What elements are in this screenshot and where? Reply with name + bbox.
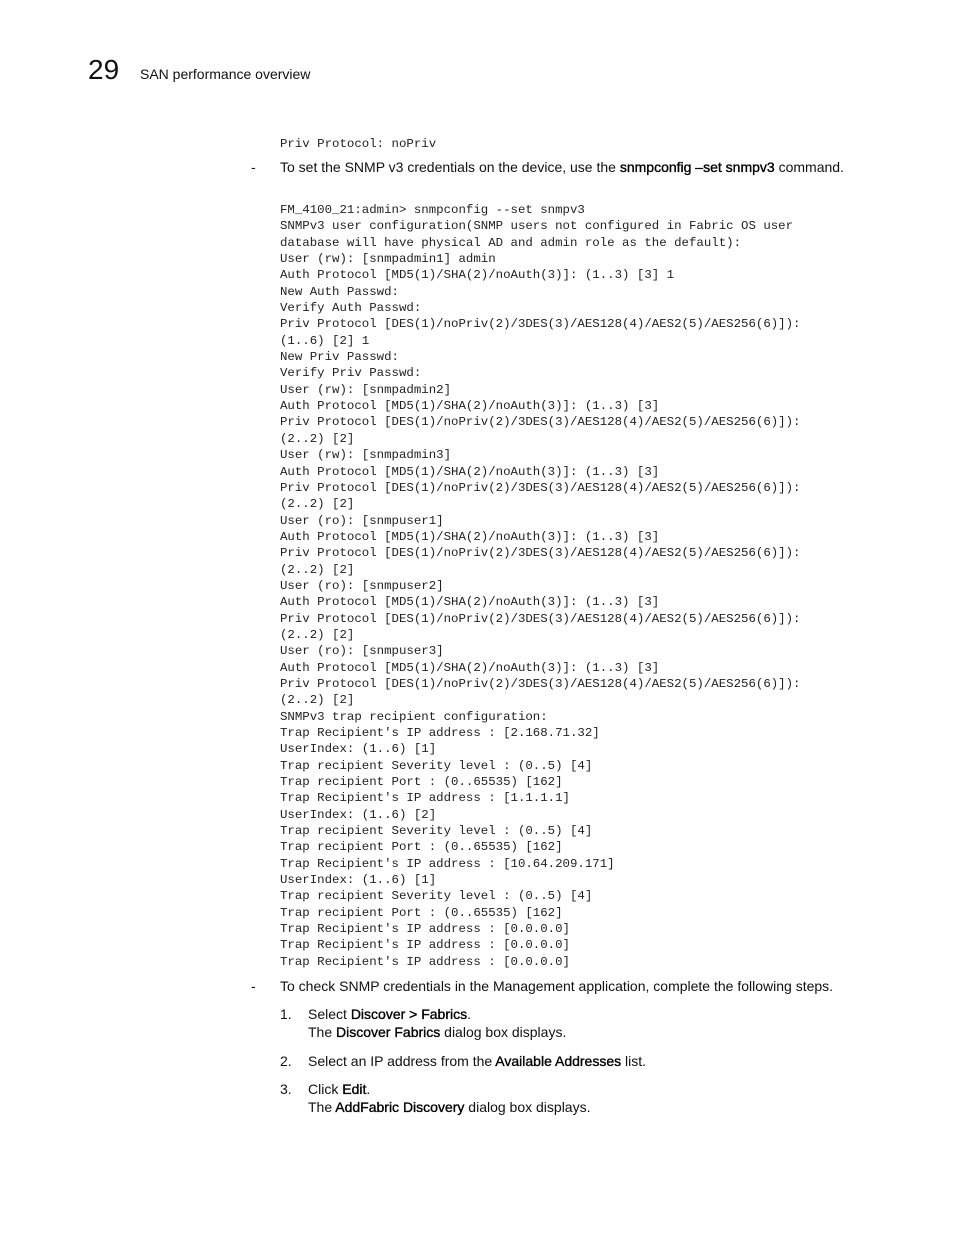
- list-name: Available Addresses: [495, 1053, 622, 1069]
- step-text: .: [467, 1006, 472, 1022]
- step-text: Click: [308, 1081, 343, 1097]
- step-text: .: [366, 1081, 371, 1097]
- bullet-check-credentials: [251, 977, 861, 995]
- step-text: Select: [308, 1006, 351, 1022]
- step-3: [280, 1080, 880, 1116]
- step-1: [280, 1005, 880, 1041]
- step-body: [308, 1052, 880, 1070]
- step-number: 3.: [280, 1081, 292, 1097]
- step-text: dialog box displays.: [464, 1099, 591, 1115]
- step-text: dialog box displays.: [440, 1024, 567, 1040]
- step-body: [308, 1080, 880, 1116]
- step-body: [308, 1005, 880, 1041]
- chapter-number: 29: [88, 54, 120, 85]
- step-text: The: [308, 1024, 337, 1040]
- button-name: Edit: [342, 1081, 367, 1097]
- code-block-priv-protocol: Priv Protocol: noPriv: [280, 137, 437, 151]
- chapter-title: SAN performance overview: [140, 66, 311, 82]
- step-text: Select an IP address from the: [308, 1053, 496, 1069]
- step-number: 2.: [280, 1053, 292, 1069]
- step-number: 1.: [280, 1006, 292, 1022]
- bullet-dash: -: [251, 978, 256, 994]
- menu-path: Discover > Fabrics: [350, 1006, 468, 1022]
- bullet-set-snmpv3: [251, 158, 861, 176]
- step-text: The: [308, 1099, 336, 1115]
- bullet-text: To check SNMP credentials in the Management application, complete the following steps.: [280, 978, 834, 994]
- command-name: snmpconfig –set snmpv3: [619, 159, 775, 175]
- step-text: list.: [621, 1053, 647, 1069]
- code-block-snmpconfig: FM_4100_21:admin> snmpconfig --set snmpv3 SNMPv3 user configuration(SNMP users not configured in Fabric OS user database will have physical AD and admin role as the default): User (rw): [snmpadmin1] admin Auth Protocol [MD5(1)/SHA(2)/noAuth(3)]: (1..3) [3] 1 New Auth Passwd: Verify Auth Passwd: Priv Protocol [DES(1)/noPriv(2)/3DES(3)/AES128(4)/AES2(5)/AES256(6)]): (1..6) [2] 1 New Priv Passwd: Verify Priv Passwd: User (rw): [snmpadmin2] Auth Protocol [MD5(1)/SHA(2)/noAuth(3)]: (1..3) [3] Priv Protocol [DES(1)/noPriv(2)/3DES(3)/AES128(4)/AES2(5)/AES256(6)]): (2..2) [2] User (rw): [snmpadmin3] Auth Protocol [MD5(1)/SHA(2)/noAuth(3)]: (1..3) [3] Priv Protocol [DES(1)/noPriv(2)/3DES(3)/AES128(4)/AES2(5)/AES256(6)]): (2..2) [2] User (ro): [snmpuser1] Auth Protocol [MD5(1)/SHA(2)/noAuth(3)]: (1..3) [3] Priv Protocol [DES(1)/noPriv(2)/3DES(3)/AES128(4)/AES2(5)/AES256(6)]): (2..2) [2] User (ro): [snmpuser2] Auth Protocol [MD5(1)/SHA(2)/noAuth(3)]: (1..3) [3] Priv Protocol [DES(1)/noPriv(2)/3DES(3)/AES128(4)/AES2(5)/AES256(6)]): (2..2) [2] User (ro): [snmpuser3] Auth Protocol [MD5(1)/SHA(2)/noAuth(3)]: (1..3) [3] Priv Protocol [DES(1)/noPriv(2)/3DES(3)/AES128(4)/AES2(5)/AES256(6)]): (2..2) [2] SNMPv3 trap recipient configuration: Trap Recipient's IP address : [2.168.71.32] UserIndex: (1..6) [1] Trap recipient Severity level : (0..5) [4] Trap recipient Port : (0..65535) [162] Trap Recipient's IP address : [1.1.1.1] UserIndex: (1..6) [2] Trap recipient Severity level : (0..5) [4] Trap recipient Port : (0..65535) [162] Trap Recipient's IP address : [10.64.209.171] UserIndex: (1..6) [1] Trap recipient Severity level : (0..5) [4] Trap recipient Port : (0..65535) [162] Trap Recipient's IP address : [0.0.0.0] Trap Recipient's IP address : [0.0.0.0] Trap Recipient's IP address : [0.0.0.0]: [280, 203, 801, 969]
- bullet-dash: -: [251, 159, 256, 175]
- dialog-name: AddFabric Discovery: [335, 1099, 465, 1115]
- bullet-text-after: command.: [774, 159, 844, 175]
- bullet-text-before: To set the SNMP v3 credentials on the device, use the: [280, 159, 620, 175]
- bullet-text: [280, 158, 861, 176]
- dialog-name: Discover Fabrics: [336, 1024, 441, 1040]
- step-2: [280, 1052, 880, 1070]
